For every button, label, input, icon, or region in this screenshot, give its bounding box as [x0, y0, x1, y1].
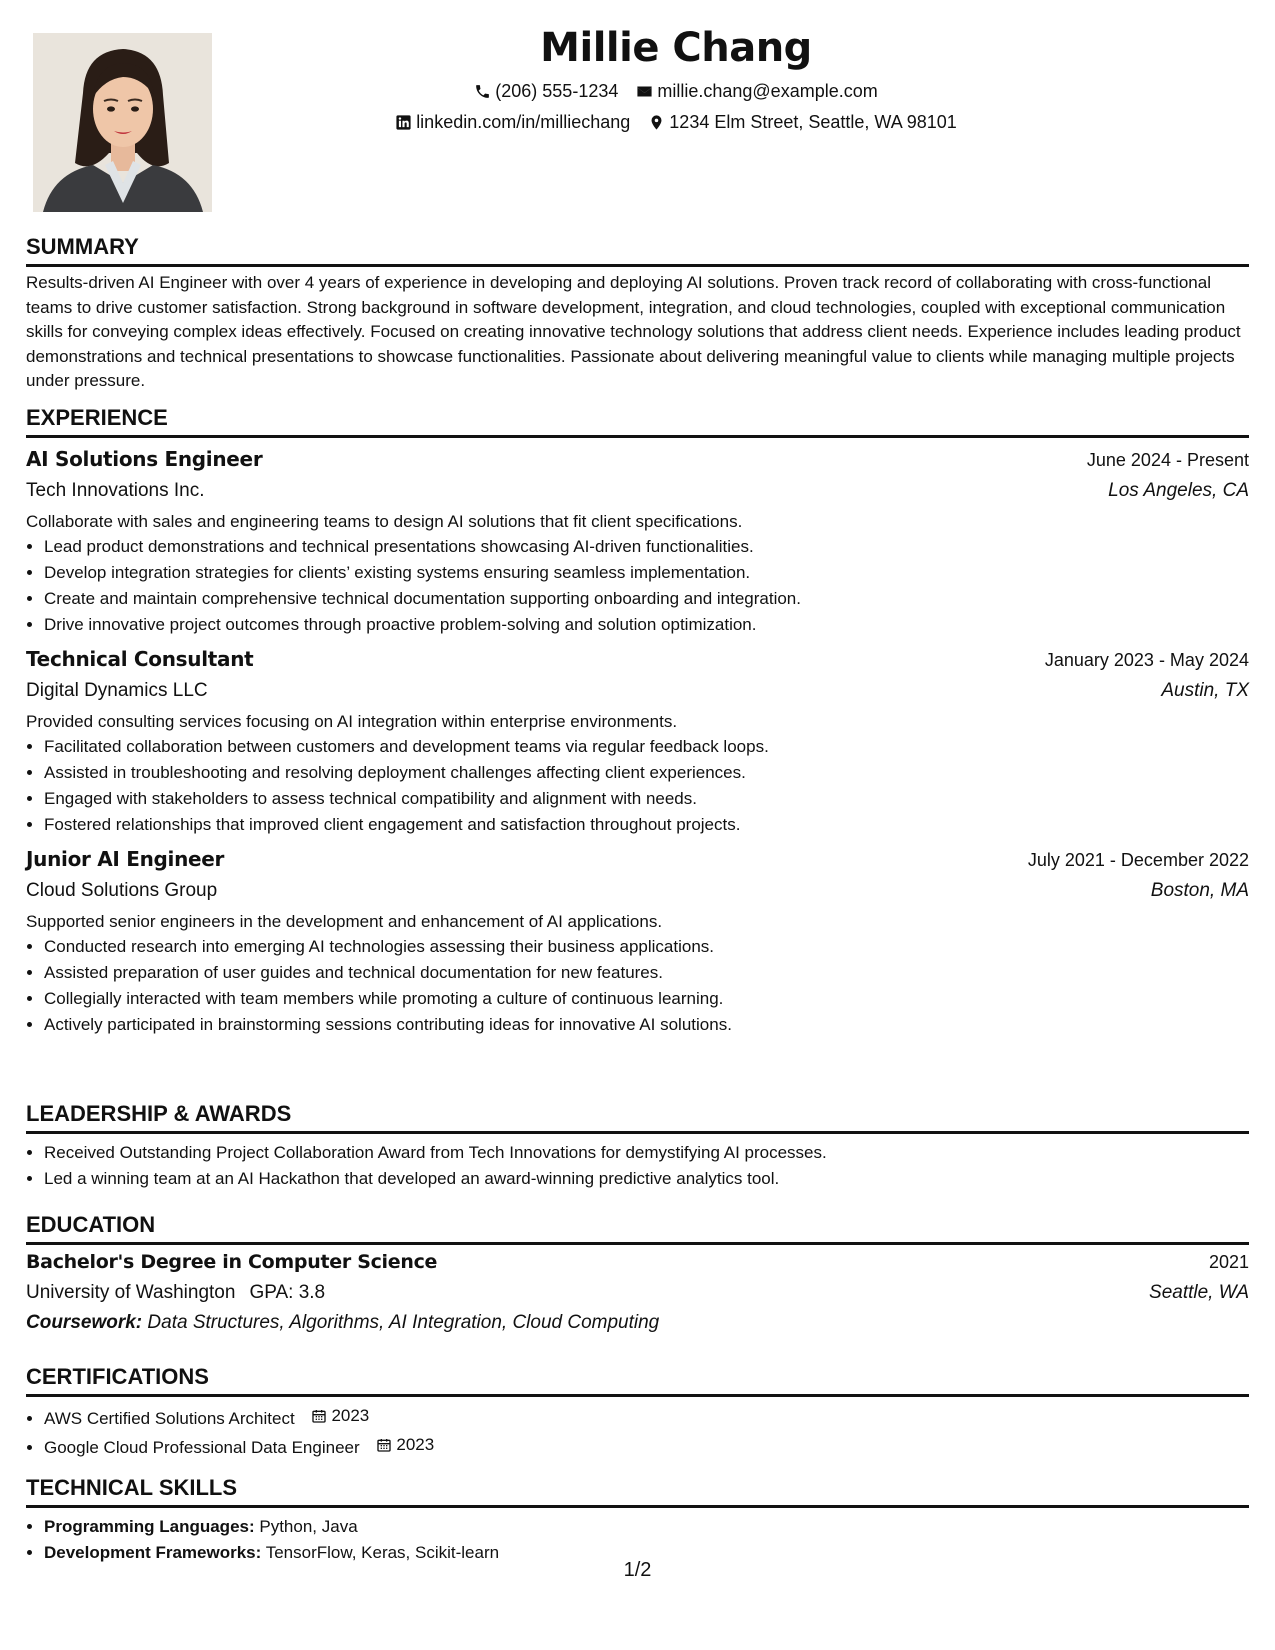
- job-bullets: [26, 934, 1249, 1038]
- list-item: • Fostered relationships that improved client engagement and satisfaction throughout projects.: [44, 812, 1249, 838]
- job-entry: [26, 844, 1249, 1038]
- skills-section: [26, 1475, 1249, 1566]
- list-item: • Conducted research into emerging AI technologies assessing their business applications.: [44, 934, 1249, 960]
- page-number: 1/2: [623, 1559, 652, 1581]
- school-line: [26, 1278, 325, 1308]
- header: [226, 22, 1126, 133]
- skill-label: Programming Languages:: [44, 1517, 255, 1536]
- job-location: Los Angeles, CA: [1108, 480, 1249, 501]
- company-name: Cloud Solutions Group: [26, 880, 218, 901]
- calendar-icon: [311, 1408, 327, 1424]
- certifications-list: [26, 1403, 1249, 1461]
- list-item: • Facilitated collaboration between customers and development teams via regular feedback loops.: [44, 734, 1249, 760]
- job-title: Technical Consultant: [26, 647, 254, 671]
- address-text: 1234 Elm Street, Seattle, WA 98101: [669, 112, 957, 132]
- resume-page: [26, 0, 1249, 1650]
- list-item: • Lead product demonstrations and technical presentations showcasing AI-driven functionalities.: [44, 534, 1249, 560]
- gpa: GPA: 3.8: [249, 1282, 326, 1303]
- coursework-list: Data Structures, Algorithms, AI Integration, Cloud Computing: [147, 1312, 660, 1333]
- summary-text: Results-driven AI Engineer with over 4 years of experience in developing and deploying AI solutions. Proven track record of collaborating with cross-functional teams to drive customer satisfaction. Strong background in software development, integration, and cloud technologies, coupled with exceptional communication skills for conveying complex ideas effectively. Focused on creating innovative technology solutions that address client needs. Experience includes leading product demonstrations and technical presentations to showcase functionalities. Passionate about delivering meaningful value to clients while managing multiple projects under pressure.: [26, 273, 1241, 390]
- phone-icon: [474, 83, 491, 100]
- certification-name: Google Cloud Professional Data Engineer: [44, 1438, 360, 1457]
- list-item: • Received Outstanding Project Collaboration Award from Tech Innovations for demystifying AI processes.: [44, 1140, 1249, 1166]
- school-name: University of Washington: [26, 1282, 236, 1303]
- job-location: Austin, TX: [1161, 680, 1249, 701]
- phone-contact: [474, 80, 618, 102]
- company-name: Digital Dynamics LLC: [26, 680, 208, 701]
- section-title: LEADERSHIP & AWARDS: [26, 1101, 1249, 1134]
- calendar-icon: [376, 1437, 392, 1453]
- list-item: • Led a winning team at an AI Hackathon that developed an award-winning predictive analytics tool.: [44, 1166, 1249, 1192]
- list-item: • Assisted in troubleshooting and resolving deployment challenges affecting client experiences.: [44, 760, 1249, 786]
- job-description: Provided consulting services focusing on AI integration within enterprise environments.: [26, 712, 678, 731]
- coursework-line: [26, 1308, 1249, 1338]
- certification-year: 2023: [396, 1435, 435, 1454]
- job-location: Boston, MA: [1150, 880, 1249, 901]
- leadership-section: [26, 1101, 1249, 1192]
- list-item: • Collegially interacted with team members while promoting a culture of continuous learning.: [44, 986, 1249, 1012]
- list-item: • Actively participated in brainstorming sessions contributing ideas for innovative AI solutions.: [44, 1012, 1249, 1038]
- job-entry: [26, 644, 1249, 838]
- contact-line-2: [226, 111, 1126, 133]
- list-item: • Drive innovative project outcomes through proactive problem-solving and solution optimization.: [44, 612, 1249, 638]
- skill-label: Development Frameworks:: [44, 1543, 262, 1562]
- job-entry: [26, 444, 1249, 638]
- profile-photo: [33, 33, 212, 212]
- section-title: TECHNICAL SKILLS: [26, 1475, 1249, 1508]
- awards-list: [26, 1140, 1249, 1192]
- education-section: [26, 1212, 1249, 1338]
- summary-section: [26, 234, 1249, 394]
- map-pin-icon: [648, 114, 665, 131]
- address-contact: [648, 111, 957, 133]
- degree-title: Bachelor's Degree in Computer Science: [26, 1251, 438, 1273]
- certifications-section: [26, 1364, 1249, 1461]
- list-item: [44, 1432, 1249, 1461]
- skill-value: Python, Java: [259, 1517, 358, 1536]
- section-title: CERTIFICATIONS: [26, 1364, 1249, 1397]
- section-title: EDUCATION: [26, 1212, 1249, 1245]
- job-bullets: [26, 734, 1249, 838]
- company-name: Tech Innovations Inc.: [26, 480, 205, 501]
- section-title: SUMMARY: [26, 234, 1249, 267]
- job-title: Junior AI Engineer: [26, 847, 225, 871]
- phone-number: (206) 555-1234: [495, 81, 619, 101]
- section-title: EXPERIENCE: [26, 405, 1249, 438]
- linkedin-contact[interactable]: [395, 111, 630, 133]
- linkedin-url[interactable]: linkedin.com/in/milliechang: [416, 112, 631, 132]
- list-item: • Assisted preparation of user guides and technical documentation for new features.: [44, 960, 1249, 986]
- job-dates: July 2021 - December 2022: [1027, 850, 1249, 870]
- linkedin-icon: [395, 114, 412, 131]
- experience-section: [26, 405, 1249, 1038]
- job-title: AI Solutions Engineer: [26, 447, 263, 471]
- list-item: • Engaged with stakeholders to assess technical compatibility and alignment with needs.: [44, 786, 1249, 812]
- list-item: [44, 1403, 1249, 1432]
- graduation-year: 2021: [1208, 1252, 1249, 1272]
- job-bullets: [26, 534, 1249, 638]
- candidate-name: Millie Chang: [540, 25, 812, 71]
- job-dates: January 2023 - May 2024: [1044, 650, 1249, 670]
- email-contact[interactable]: [636, 80, 877, 102]
- job-description: Supported senior engineers in the development and enhancement of AI applications.: [26, 912, 663, 931]
- list-item: • Develop integration strategies for clients’ existing systems ensuring seamless implementation.: [44, 560, 1249, 586]
- job-description: Collaborate with sales and engineering teams to design AI solutions that fit client specifications.: [26, 512, 743, 531]
- job-dates: June 2024 - Present: [1086, 450, 1249, 470]
- email-address[interactable]: millie.chang@example.com: [657, 81, 878, 101]
- envelope-icon: [636, 83, 653, 100]
- coursework-label: Coursework:: [26, 1312, 143, 1333]
- list-item: • Create and maintain comprehensive technical documentation supporting onboarding and integration.: [44, 586, 1249, 612]
- list-item: [44, 1514, 1249, 1540]
- certification-year: 2023: [331, 1406, 370, 1425]
- school-location: Seattle, WA: [1149, 1282, 1249, 1303]
- contact-line-1: [226, 80, 1126, 102]
- skill-value: TensorFlow, Keras, Scikit-learn: [265, 1543, 500, 1562]
- certification-name: AWS Certified Solutions Architect: [44, 1409, 295, 1428]
